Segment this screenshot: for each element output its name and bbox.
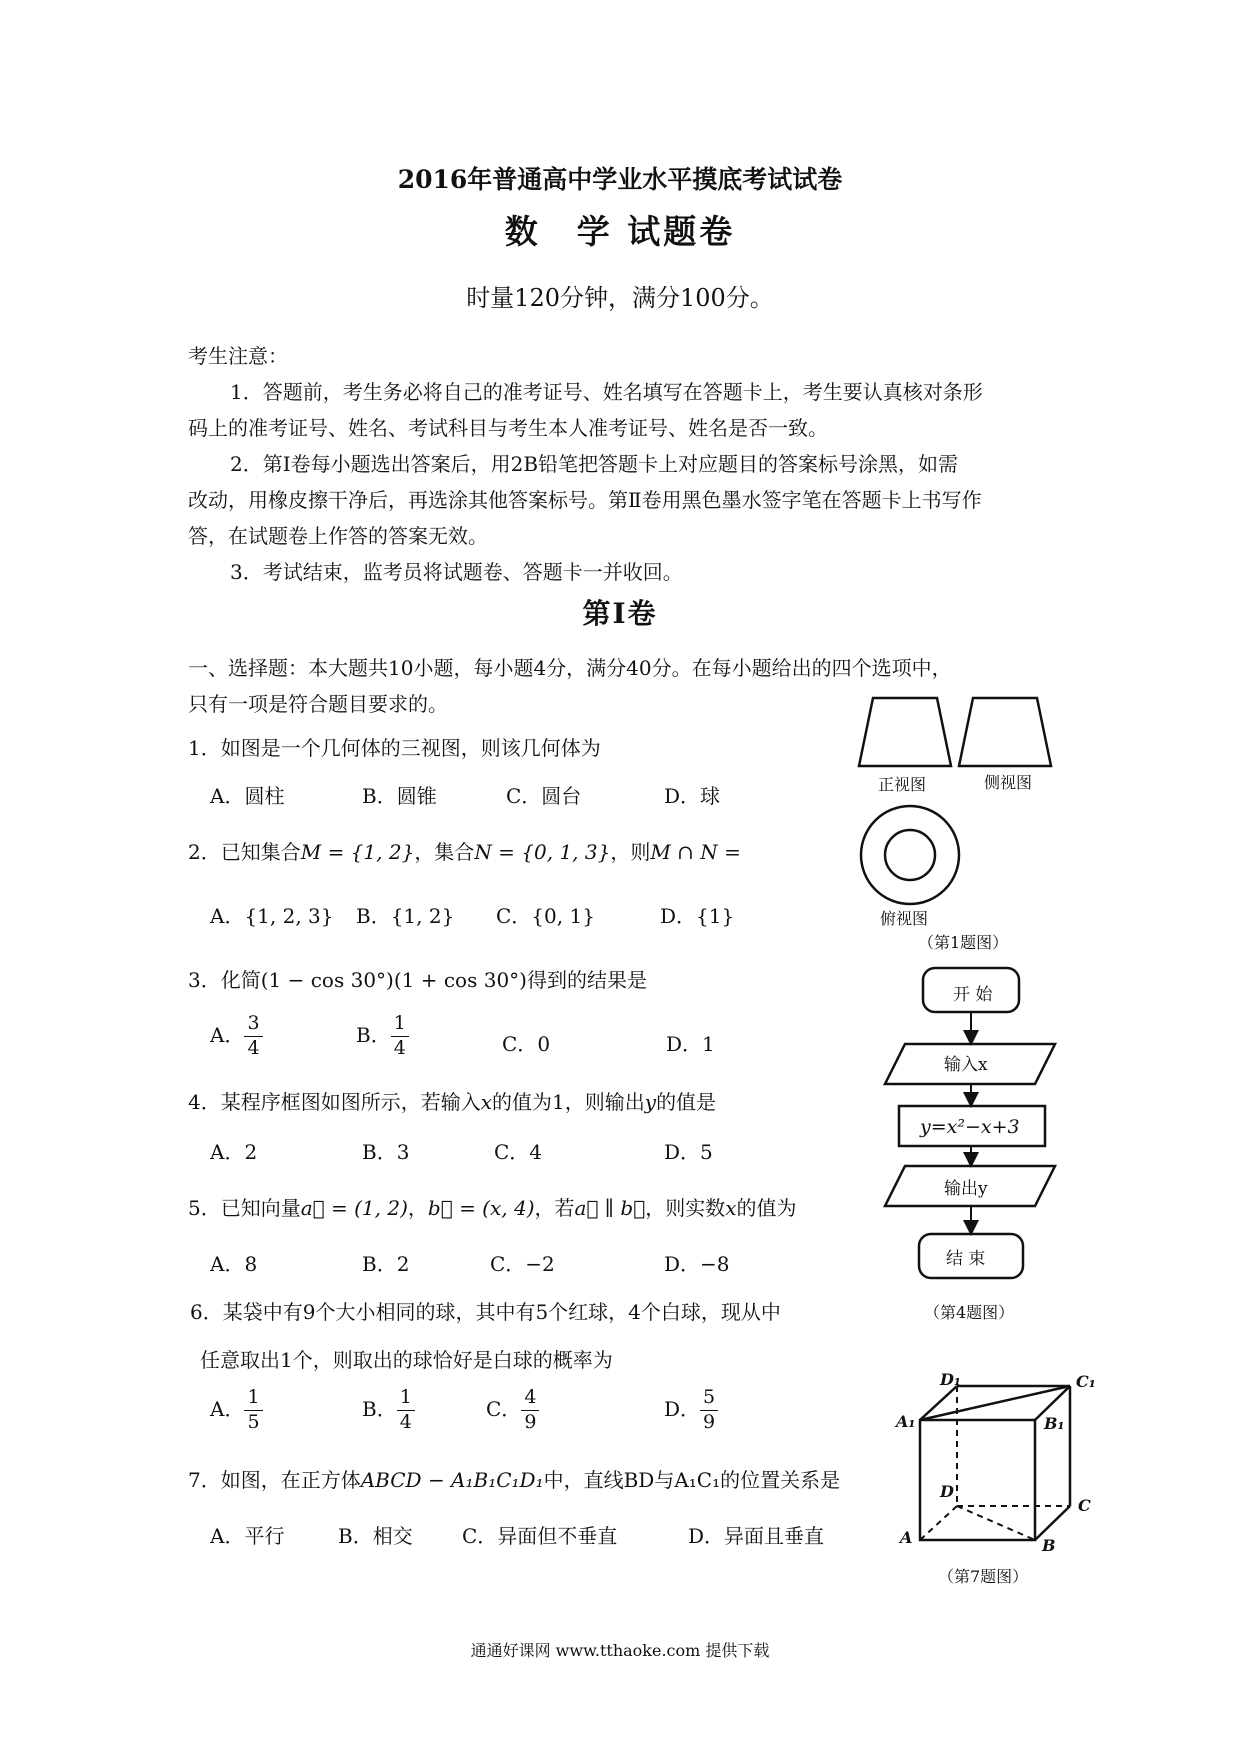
question-5-option-c: C．−2: [490, 1252, 555, 1276]
notice-line: 答，在试题卷上作答的答案无效。: [188, 524, 488, 548]
numerator: 4: [521, 1386, 539, 1411]
question-5-option-d: D．−8: [664, 1252, 730, 1276]
option-label: C．: [502, 1032, 538, 1056]
option-label: D．: [666, 1032, 703, 1056]
figure-1-caption: （第1题图）: [918, 933, 1009, 952]
option-label: B．: [362, 1396, 397, 1421]
side-view-label: 侧视图: [984, 773, 1033, 792]
vertex-d1: D₁: [940, 1370, 961, 1389]
question-6-option-b: [362, 1386, 415, 1435]
fraction: [244, 1386, 262, 1435]
question-4-stem: [188, 1086, 716, 1115]
question-7-option-c: C．异面但不垂直: [462, 1524, 618, 1548]
vertex-a: A: [900, 1528, 913, 1547]
question-4-option-a: A．2: [210, 1140, 258, 1164]
option-label: A．: [210, 1396, 245, 1421]
question-7-option-a: A．平行: [210, 1524, 285, 1548]
vertex-c: C: [1078, 1496, 1091, 1515]
numerator: 1: [244, 1386, 262, 1411]
denominator: 4: [247, 1036, 260, 1059]
var-y: y: [644, 1090, 657, 1114]
notice-line: 3．考试结束，监考员将试题卷、答题卡一并收回。: [230, 560, 683, 584]
process-label: y=x²−x+3: [920, 1116, 1020, 1138]
question-3-stem: [188, 964, 647, 993]
front-view-trapezoid: [859, 698, 951, 766]
stem-text: 的值是: [656, 1090, 717, 1114]
var-x: x: [725, 1196, 737, 1220]
question-1-option-b: B．圆锥: [362, 784, 437, 808]
question-5-stem: [188, 1192, 796, 1221]
question-3-option-b: [356, 1012, 409, 1061]
question-1-option-d: D．球: [664, 784, 721, 808]
stem-text: ，则实数: [645, 1196, 726, 1220]
stem-text: 中，直线BD与A₁C₁的位置关系是: [543, 1468, 841, 1492]
figure-4-caption: （第4题图）: [924, 1303, 1015, 1322]
denominator: 4: [399, 1410, 412, 1433]
cube-front-face: [920, 1420, 1035, 1540]
stem-text: 2．已知集合: [188, 840, 301, 864]
numerator: 1: [391, 1012, 409, 1037]
diagonal-bd: [957, 1506, 1035, 1540]
question-3-option-d: [666, 1028, 715, 1057]
fraction: [244, 1012, 262, 1061]
option-value: 0: [537, 1032, 551, 1056]
section-intro: 一、选择题：本大题共10小题，每小题4分，满分40分。在每小题给出的四个选项中，: [188, 656, 952, 680]
start-label: 开 始: [953, 985, 993, 1005]
fraction: [397, 1386, 415, 1435]
denominator: 9: [703, 1410, 716, 1433]
stem-text: 4．某程序框图如图所示，若输入: [188, 1090, 481, 1114]
hidden-edge: [920, 1506, 957, 1540]
numerator: 1: [397, 1386, 415, 1411]
denominator: 9: [524, 1410, 537, 1433]
question-5-option-a: A．8: [210, 1252, 258, 1276]
question-4-option-d: D．5: [664, 1140, 713, 1164]
numerator: 5: [700, 1386, 718, 1411]
numerator: 3: [244, 1012, 262, 1037]
output-label: 输出y: [944, 1179, 988, 1199]
top-view-label: 俯视图: [880, 909, 929, 928]
stem-text: 7．如图，在正方体: [188, 1468, 361, 1492]
option-label: A．: [210, 1022, 245, 1047]
footer-source: 通通好课网 www.tthaoke.com 提供下载: [470, 1641, 770, 1660]
question-2-option-b: B．{1, 2}: [356, 904, 455, 928]
stem-text: 得到的结果是: [526, 968, 647, 992]
option-value: 1: [702, 1032, 715, 1056]
stem-text: 的值为1，则输出: [492, 1090, 645, 1114]
cube-figure: [895, 1378, 1095, 1558]
side-view-trapezoid: [959, 698, 1051, 766]
question-7-stem: [188, 1464, 840, 1493]
question-3-option-a: [210, 1012, 263, 1061]
stem-text: ，: [407, 1196, 428, 1220]
subject-title: 数 学 试题卷: [504, 212, 736, 251]
question-6-stem: 6．某袋中有9个大小相同的球，其中有5个红球，4个白球，现从中: [190, 1300, 781, 1324]
question-1-stem: 1．如图是一个几何体的三视图，则该几何体为: [188, 736, 601, 760]
question-2-option-a: A．{1, 2, 3}: [210, 904, 334, 928]
stem-text: 的值为: [736, 1196, 797, 1220]
option-label: C．: [486, 1396, 522, 1421]
question-6-option-d: [664, 1386, 718, 1435]
vertex-a1: A₁: [896, 1412, 916, 1431]
question-2-stem: [188, 836, 741, 865]
section-title: 第Ⅰ卷: [582, 597, 658, 630]
cube-edge: [1035, 1506, 1070, 1540]
fraction: [521, 1386, 539, 1435]
question-7-option-b: B．相交: [338, 1524, 413, 1548]
intersection-expr: M ∩ N =: [650, 840, 741, 864]
notice-line: 1．答题前，考生务必将自己的准考证号、姓名填写在答题卡上，考生要认真核对条形: [230, 380, 983, 404]
question-1-option-a: A．圆柱: [210, 784, 285, 808]
question-1-option-c: C．圆台: [506, 784, 582, 808]
question-5-option-b: B．2: [362, 1252, 410, 1276]
question-2-option-c: C．{0, 1}: [496, 904, 595, 928]
exam-title: 2016年普通高中学业水平摸底考试试卷: [397, 165, 843, 194]
stem-text: ，集合: [414, 840, 475, 864]
question-4-option-b: B．3: [362, 1140, 410, 1164]
question-3-option-c: [502, 1028, 550, 1057]
notice-line: 码上的准考证号、姓名、考试科目与考生本人准考证号、姓名是否一致。: [188, 416, 828, 440]
fraction: [391, 1012, 409, 1061]
question-2-option-d: D．{1}: [660, 904, 735, 928]
fraction: [700, 1386, 718, 1435]
vertex-b1: B₁: [1044, 1414, 1065, 1433]
denominator: 5: [247, 1410, 260, 1433]
front-view-label: 正视图: [878, 775, 927, 794]
math-expr: (1 − cos 30°)(1 + cos 30°): [260, 968, 527, 992]
outer-circle: [861, 806, 959, 904]
end-label: 结 束: [946, 1249, 986, 1269]
vertex-c1: C₁: [1076, 1372, 1096, 1391]
var-x: x: [480, 1090, 493, 1114]
question-6-option-c: [486, 1386, 539, 1435]
stem-text: 5．已知向量: [188, 1196, 301, 1220]
top-view-rings: [855, 800, 965, 910]
denominator: 4: [393, 1036, 406, 1059]
notice-heading: 考生注意：: [188, 344, 288, 368]
figure-7-caption: （第7题图）: [938, 1567, 1029, 1586]
question-6-option-a: [210, 1386, 263, 1435]
notice-line: 2．第Ⅰ卷每小题选出答案后，用2B铅笔把答题卡上对应题目的答案标号涂黑，如需: [230, 452, 959, 476]
set-m: M = {1, 2}: [300, 840, 415, 864]
set-n: N = {0, 1, 3}: [474, 840, 611, 864]
question-6-stem-line2: 任意取出1个，则取出的球恰好是白球的概率为: [200, 1348, 613, 1372]
option-label: D．: [664, 1396, 701, 1421]
cube-name: ABCD − A₁B₁C₁D₁: [360, 1468, 544, 1492]
question-7-option-d: D．异面且垂直: [688, 1524, 825, 1548]
inner-circle: [885, 830, 935, 880]
stem-text: ，若: [534, 1196, 575, 1220]
section-intro: 只有一项是符合题目要求的。: [188, 692, 448, 716]
input-label: 输入x: [944, 1055, 988, 1075]
parallel-expr: a⃗ ∥ b⃗: [574, 1196, 646, 1220]
vector-b: b⃗ = (x, 4): [427, 1196, 535, 1220]
vertex-d: D: [940, 1482, 954, 1501]
notice-line: 改动，用橡皮擦干净后，再选涂其他答案标号。第Ⅱ卷用黑色墨水签字笔在答题卡上书写作: [188, 488, 982, 512]
stem-text: ，则: [610, 840, 651, 864]
vertex-b: B: [1042, 1536, 1056, 1555]
time-score: 时量120分钟，满分100分。: [466, 284, 774, 312]
question-4-option-c: C．4: [494, 1140, 543, 1164]
option-label: B．: [356, 1022, 391, 1047]
stem-text: 3．化简: [188, 968, 261, 992]
vector-a: a⃗ = (1, 2): [300, 1196, 408, 1220]
